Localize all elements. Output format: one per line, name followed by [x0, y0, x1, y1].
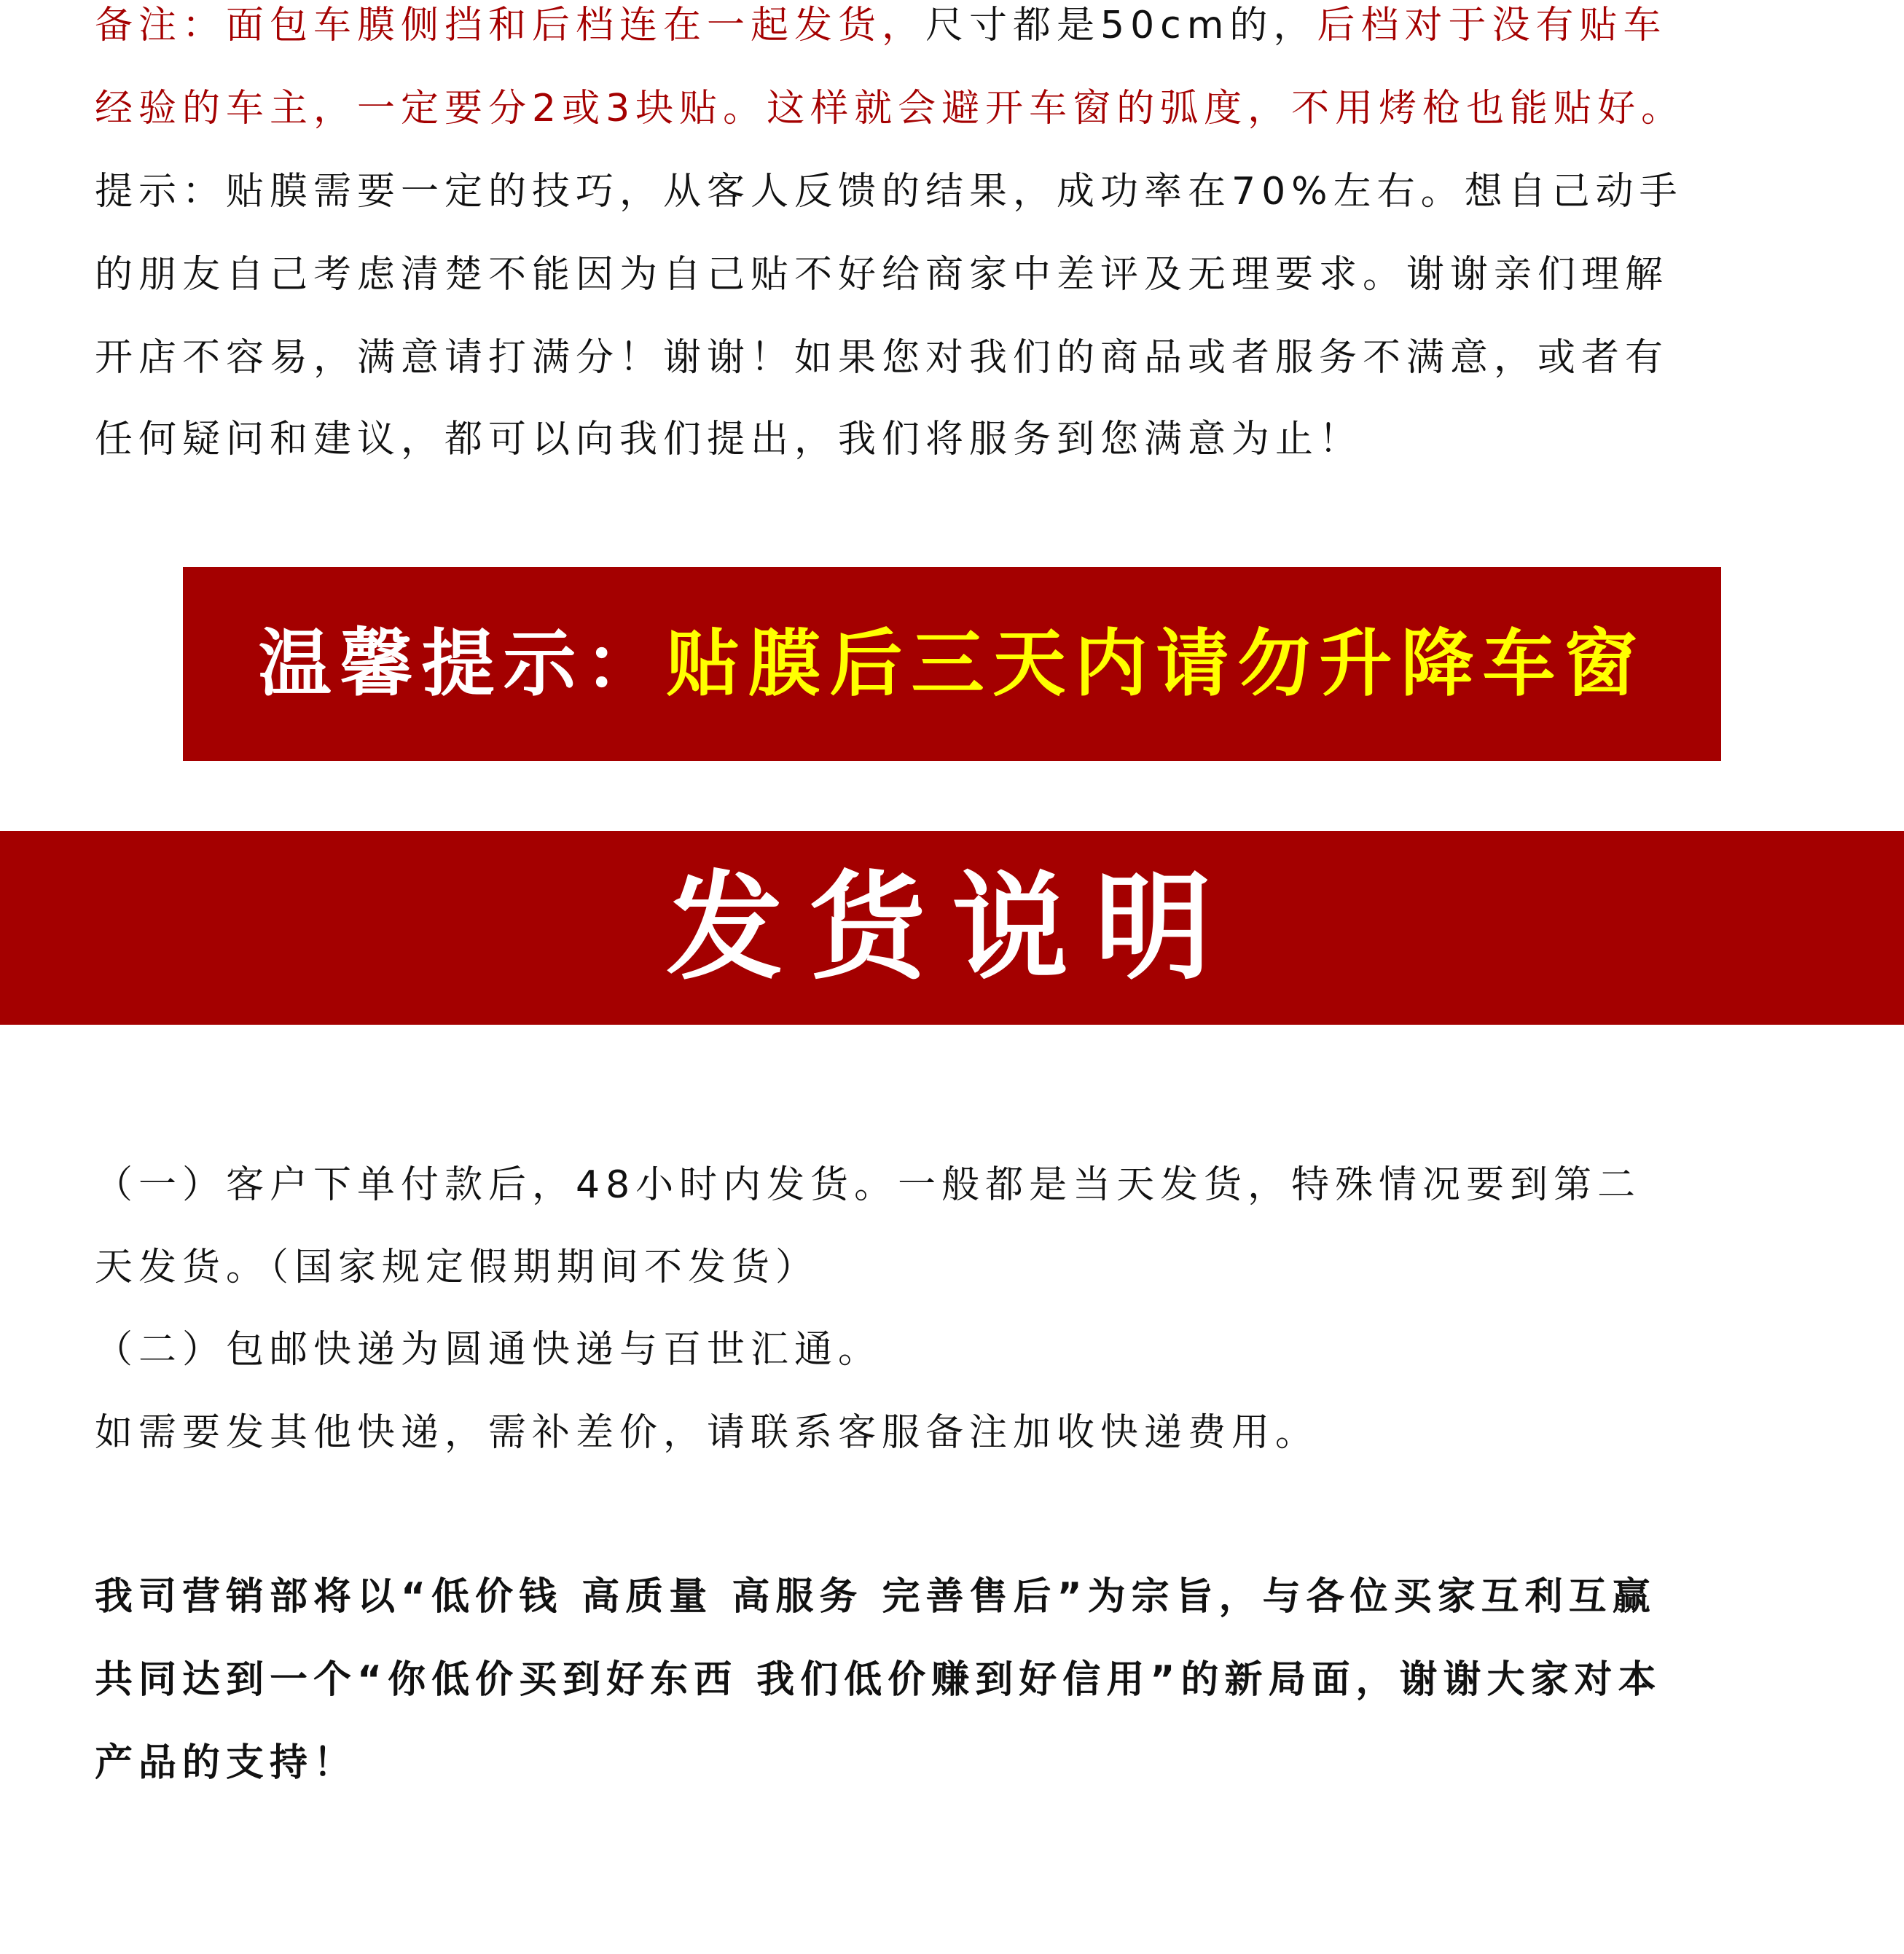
warm-tip-content: 贴膜后三天内请勿升降车窗	[666, 621, 1646, 706]
closing-line-3: 产品的支持！	[95, 1741, 358, 1785]
shipping-line-4: 如需要发其他快递，需补差价，请联系客服备注加收快递费用。	[95, 1411, 1320, 1455]
shipping-title: 发货说明	[666, 859, 1238, 996]
note-line-5: 开店不容易，满意请打满分！谢谢！如果您对我们的商品或者服务不满意，或者有	[95, 336, 1669, 380]
note-line-3: 提示：贴膜需要一定的技巧，从客人反馈的结果，成功率在70%左右。想自己动手	[95, 170, 1683, 214]
note-line-4: 的朋友自己考虑清楚不能因为自己贴不好给商家中差评及无理要求。谢谢亲们理解	[95, 253, 1669, 297]
note-line-1-red-tail: 后档对于没有贴车	[1317, 4, 1667, 47]
shipping-header-banner	[0, 831, 1904, 1025]
note-line-2: 经验的车主，一定要分2或3块贴。这样就会避开车窗的弧度，不用烤枪也能贴好。	[95, 87, 1685, 130]
shipping-line-3: （二）包邮快递为圆通快递与百世汇通。	[95, 1328, 882, 1372]
shipping-line-2: 天发货。（国家规定假期期间不发货）	[95, 1246, 820, 1289]
closing-line-2: 共同达到一个“你低价买到好东西 我们低价赚到好信用”的新局面，谢谢大家对本	[95, 1658, 1662, 1702]
note-line-1	[95, 0, 1844, 58]
note-line-1-black-part: 尺寸都是50cm的，	[925, 4, 1317, 47]
note-line-6: 任何疑问和建议，都可以向我们提出，我们将服务到您满意为止！	[95, 418, 1363, 461]
warm-tip-banner	[183, 567, 1721, 761]
note-line-1-red-part: 备注：面包车膜侧挡和后档连在一起发货，	[95, 4, 926, 47]
warm-tip-label: 温馨提示：	[258, 621, 667, 706]
shipping-line-1: （一）客户下单付款后，48小时内发货。一般都是当天发货，特殊情况要到第二	[95, 1163, 1642, 1207]
closing-line-1: 我司营销部将以“低价钱 高质量 高服务 完善售后”为宗旨，与各位买家互利互赢	[95, 1575, 1656, 1619]
warm-tip-text	[258, 621, 1646, 706]
